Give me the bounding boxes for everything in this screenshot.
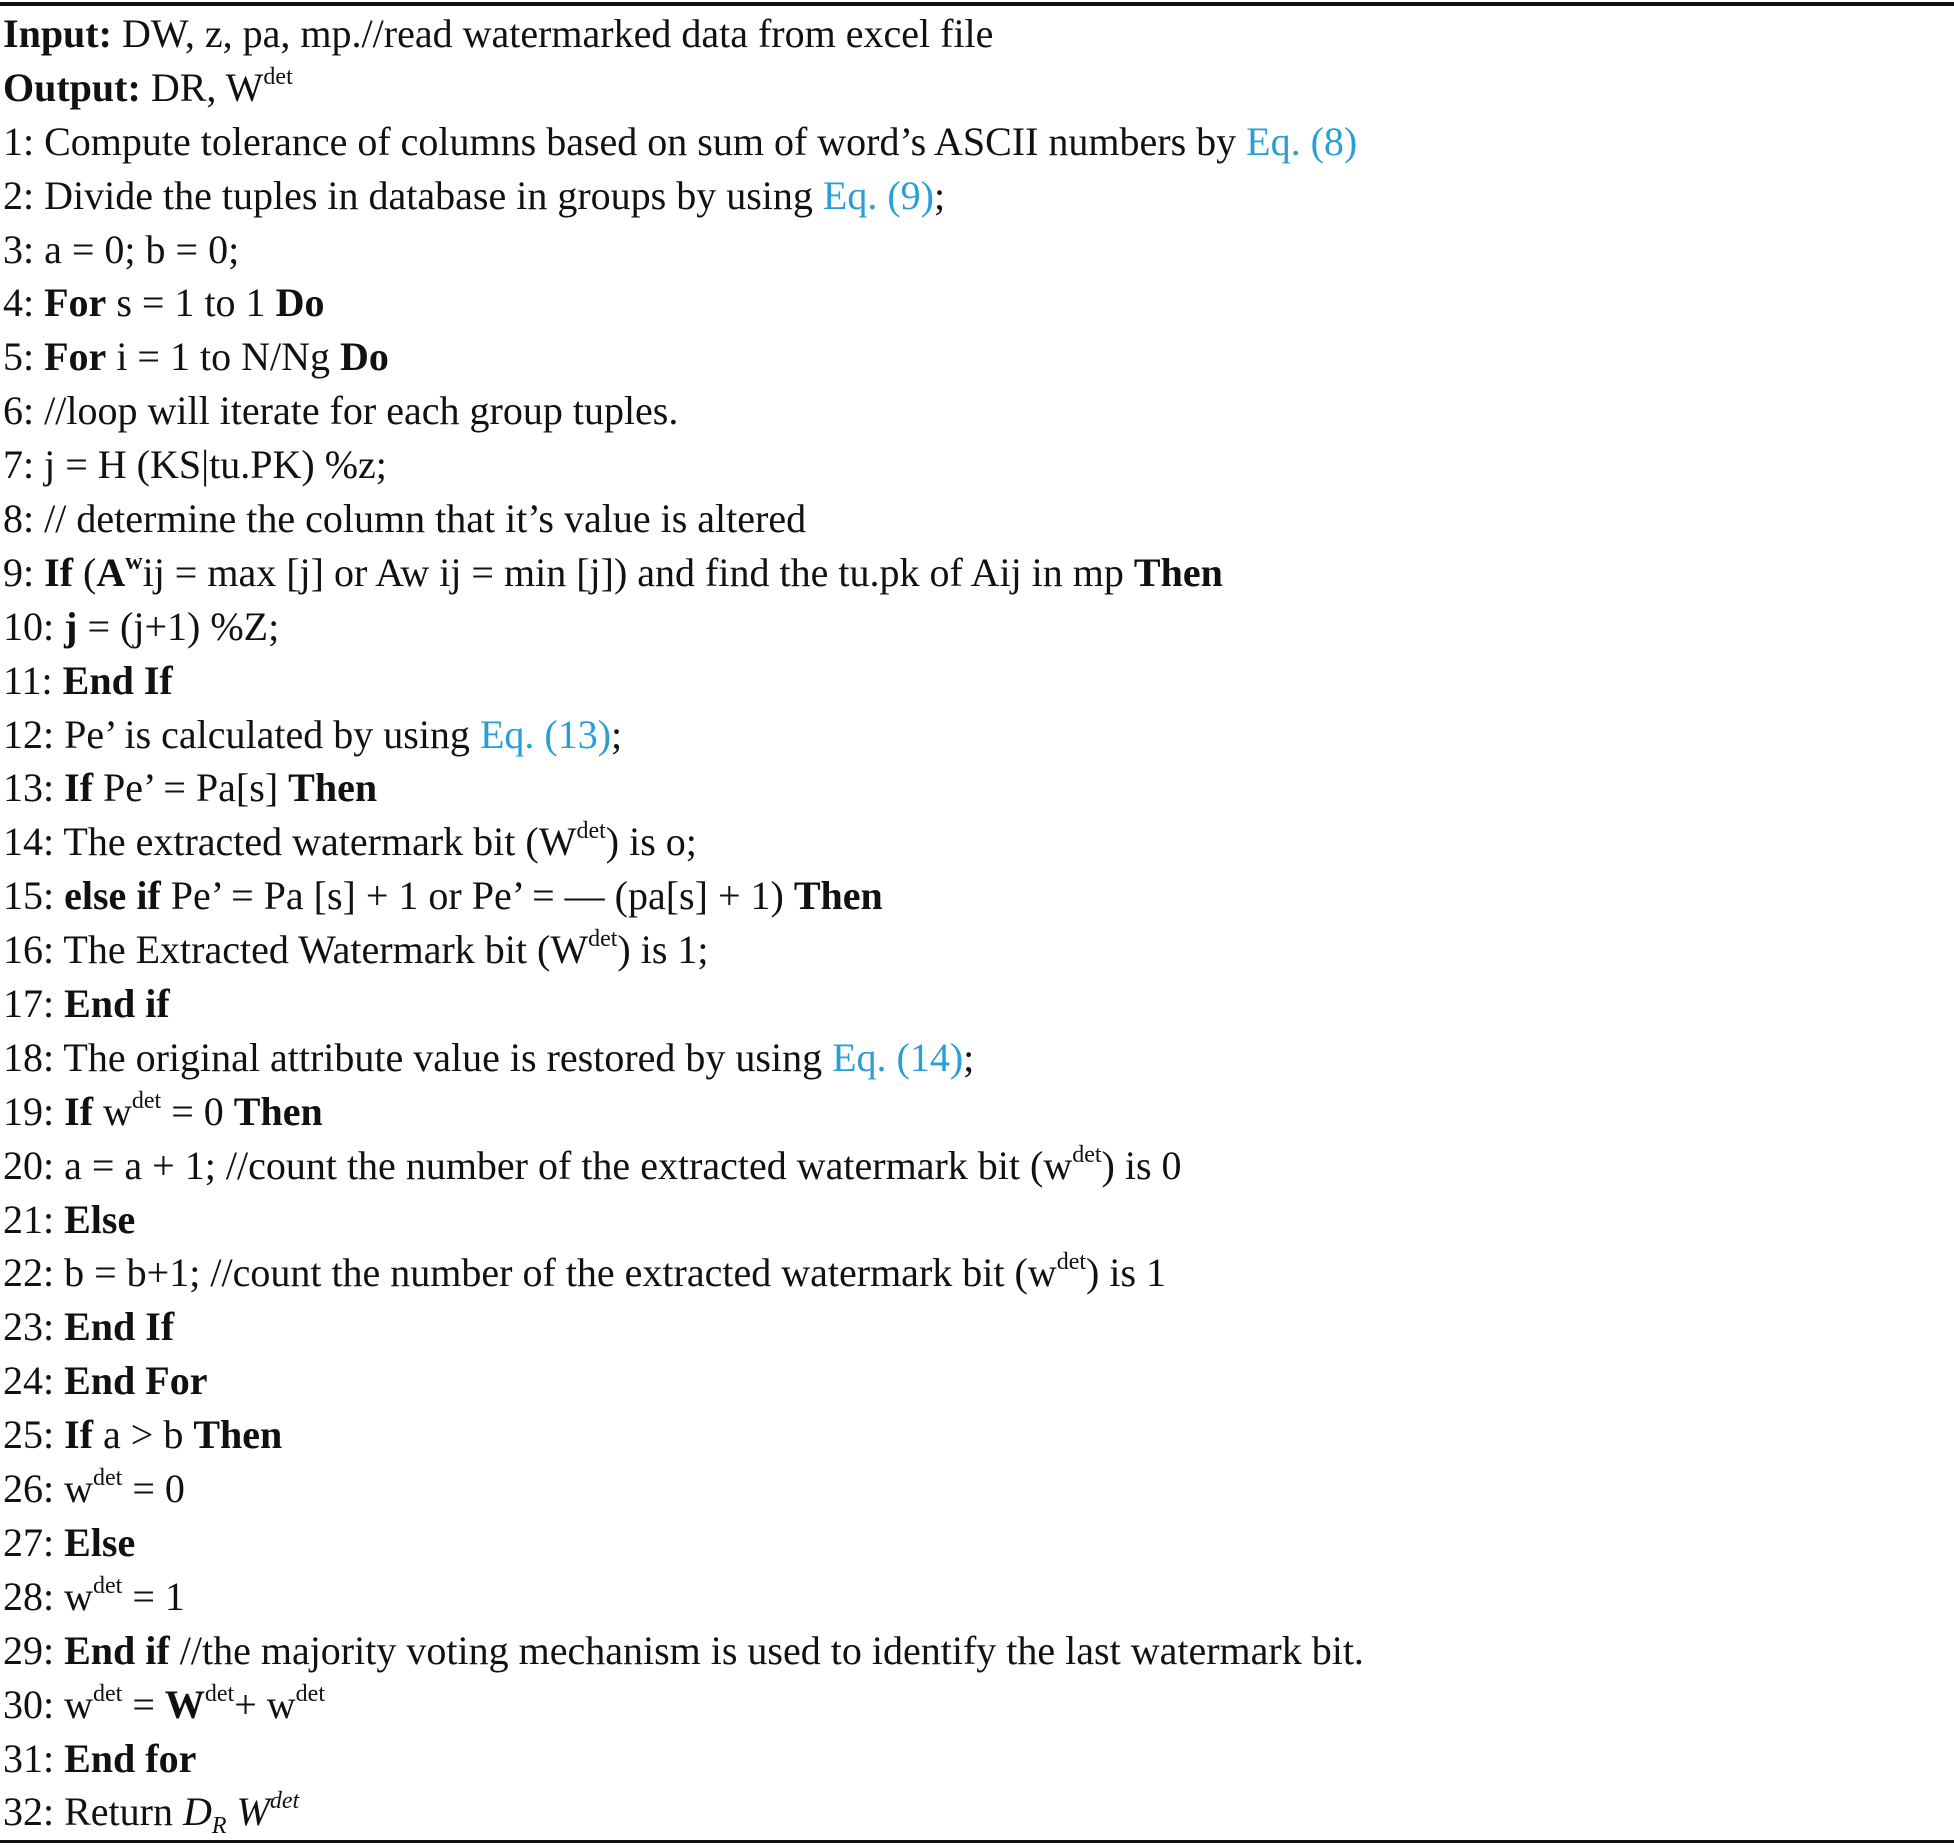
line-text: det bbox=[1072, 1141, 1102, 1168]
line-text: det bbox=[93, 1465, 123, 1492]
algorithm-line bbox=[3, 7, 1364, 61]
line-text: ; bbox=[611, 711, 623, 757]
line-text: 17: bbox=[3, 981, 65, 1027]
line-text: det bbox=[295, 1680, 325, 1707]
line-text: = 0 bbox=[161, 1088, 234, 1134]
line-text: 26: w bbox=[3, 1466, 93, 1512]
algorithm-line bbox=[3, 1300, 1364, 1354]
line-text: ) is 0 bbox=[1101, 1142, 1182, 1188]
line-text: s = 1 to 1 bbox=[106, 280, 276, 326]
keyword: Input: bbox=[3, 11, 112, 56]
algorithm-line bbox=[3, 1085, 1364, 1139]
line-text: 2: Divide the tuples in database in groups by using bbox=[3, 172, 823, 218]
line-text: 19: bbox=[3, 1088, 65, 1134]
line-text: ) is o; bbox=[605, 819, 697, 865]
line-text: 3: a = 0; b = 0; bbox=[3, 226, 240, 272]
algorithm-line bbox=[3, 923, 1364, 977]
keyword: Then bbox=[233, 1088, 323, 1134]
line-text: ij = max [j] or Aw ij = min [j]) and find the tu.pk of Aij in mp bbox=[142, 549, 1134, 595]
keyword: Then bbox=[288, 765, 378, 811]
algorithm-line bbox=[3, 1246, 1364, 1300]
line-text: 31: bbox=[3, 1735, 65, 1781]
line-text: W bbox=[226, 1789, 270, 1835]
keyword: else if bbox=[64, 873, 161, 919]
line-text: 16: The Extracted Watermark bit (W bbox=[3, 927, 589, 973]
keyword: Output: bbox=[3, 64, 141, 110]
line-text: ) is 1; bbox=[617, 927, 709, 973]
keyword: End If bbox=[64, 1304, 175, 1350]
algorithm-line bbox=[3, 276, 1364, 330]
line-text: 25: bbox=[3, 1412, 65, 1458]
line-text: = bbox=[122, 1681, 165, 1727]
line-text: 32: Return bbox=[3, 1789, 183, 1835]
line-text: DW, z, pa, mp.//read watermarked data from excel file bbox=[111, 11, 994, 56]
keyword: Then bbox=[193, 1412, 283, 1458]
line-text: det bbox=[576, 818, 606, 845]
line-text: 4: bbox=[3, 280, 45, 326]
line-text: 18: The original attribute value is restored by using bbox=[3, 1034, 833, 1080]
line-text: 9: bbox=[3, 549, 45, 595]
keyword: End for bbox=[64, 1735, 197, 1781]
line-text: 30: w bbox=[3, 1681, 93, 1727]
line-text: det bbox=[1056, 1249, 1087, 1276]
keyword: Do bbox=[275, 280, 325, 326]
line-text: 27: bbox=[3, 1519, 65, 1565]
line-text: R bbox=[211, 1813, 227, 1840]
line-text: ; bbox=[963, 1034, 975, 1080]
algorithm-line bbox=[3, 815, 1364, 869]
algorithm-line bbox=[3, 330, 1364, 384]
line-text: 14: The extracted watermark bit (W bbox=[3, 819, 577, 865]
keyword: For bbox=[44, 334, 107, 380]
algorithm-line bbox=[3, 546, 1364, 600]
keyword: Then bbox=[1133, 549, 1223, 595]
line-text: det bbox=[263, 63, 293, 90]
line-text: a > b bbox=[93, 1412, 194, 1458]
algorithm-line bbox=[3, 600, 1364, 654]
line-text: DR, W bbox=[140, 64, 264, 110]
line-text: Pe’ = Pa[s] bbox=[93, 765, 289, 811]
line-text: 7: j = H (KS|tu.PK) %z; bbox=[3, 442, 387, 488]
line-text: 13: bbox=[3, 765, 65, 811]
keyword: A bbox=[96, 549, 126, 595]
line-text: ) is 1 bbox=[1086, 1250, 1167, 1296]
algorithm-line bbox=[3, 169, 1364, 223]
algorithm-listing bbox=[3, 7, 1364, 1839]
keyword: W bbox=[164, 1681, 205, 1727]
line-text: //the majority voting mechanism is used to identify the last watermark bit. bbox=[169, 1627, 1364, 1673]
line-text: 5: bbox=[3, 334, 45, 380]
line-text: 23: bbox=[3, 1304, 65, 1350]
line-text: det bbox=[588, 926, 618, 953]
algorithm-line bbox=[3, 1732, 1364, 1786]
algorithm-line bbox=[3, 977, 1364, 1031]
equation-link[interactable]: Eq. (8) bbox=[1246, 118, 1358, 164]
algorithm-line bbox=[3, 1193, 1364, 1247]
keyword: Else bbox=[64, 1196, 136, 1242]
algorithm-line bbox=[3, 869, 1364, 923]
line-text: det bbox=[131, 1087, 162, 1114]
keyword: Do bbox=[339, 334, 389, 380]
line-text: 6: //loop will iterate for each group tuples. bbox=[3, 388, 679, 434]
line-text: 10: bbox=[3, 603, 65, 649]
keyword: j bbox=[64, 603, 78, 649]
keyword: End if bbox=[64, 1627, 170, 1673]
algorithm-line bbox=[3, 492, 1364, 546]
line-text: 28: w bbox=[3, 1573, 93, 1619]
line-text: 21: bbox=[3, 1196, 65, 1242]
keyword: End If bbox=[62, 657, 173, 703]
algorithm-line bbox=[3, 61, 1364, 115]
line-text: 29: bbox=[3, 1627, 65, 1673]
line-text: 24: bbox=[3, 1358, 65, 1404]
algorithm-line bbox=[3, 1408, 1364, 1462]
keyword: If bbox=[64, 765, 94, 811]
line-text: 8: // determine the column that it’s value is altered bbox=[3, 496, 807, 542]
equation-link[interactable]: Eq. (14) bbox=[832, 1034, 964, 1080]
line-text: + w bbox=[234, 1681, 296, 1727]
equation-link[interactable]: Eq. (9) bbox=[822, 172, 934, 218]
top-rule bbox=[0, 2, 1954, 6]
line-text: det bbox=[93, 1680, 123, 1707]
algorithm-line bbox=[3, 708, 1364, 762]
algorithm-line bbox=[3, 1516, 1364, 1570]
algorithm-line bbox=[3, 1785, 1364, 1839]
keyword: End if bbox=[64, 981, 170, 1027]
equation-link[interactable]: Eq. (13) bbox=[479, 711, 612, 757]
line-text: 11: bbox=[3, 657, 63, 703]
algorithm-line bbox=[3, 223, 1364, 277]
algorithm-line bbox=[3, 384, 1364, 438]
line-text: det bbox=[204, 1680, 235, 1707]
line-text: 12: Pe’ is calculated by using bbox=[3, 711, 480, 757]
line-text: 1: Compute tolerance of columns based on sum of word’s ASCII numbers by bbox=[3, 118, 1247, 164]
line-text: i = 1 to N/Ng bbox=[106, 334, 340, 380]
algorithm-line bbox=[3, 1462, 1364, 1516]
algorithm-line bbox=[3, 761, 1364, 815]
line-text: Pe’ = Pa [s] + 1 or Pe’ = — (pa[s] + 1) bbox=[160, 873, 794, 919]
line-text: 15: bbox=[3, 873, 65, 919]
algorithm-line bbox=[3, 1570, 1364, 1624]
line-text: w bbox=[93, 1088, 132, 1134]
line-text: = 1 bbox=[122, 1573, 185, 1619]
algorithm-line bbox=[3, 115, 1364, 169]
line-text: det bbox=[93, 1572, 123, 1599]
algorithm-line bbox=[3, 1354, 1364, 1408]
keyword: Else bbox=[64, 1519, 136, 1565]
keyword: If bbox=[64, 1088, 94, 1134]
line-text: 20: a = a + 1; //count the number of the extracted watermark bit (w bbox=[3, 1142, 1073, 1188]
keyword: If bbox=[44, 549, 74, 595]
bottom-rule bbox=[0, 1840, 1954, 1843]
line-text: = 0 bbox=[122, 1466, 185, 1512]
line-text: ( bbox=[73, 549, 97, 595]
line-text: det bbox=[269, 1788, 300, 1815]
keyword: If bbox=[64, 1412, 94, 1458]
algorithm-line bbox=[3, 1031, 1364, 1085]
algorithm-line bbox=[3, 438, 1364, 492]
line-text: w bbox=[125, 548, 143, 575]
keyword: For bbox=[44, 280, 107, 326]
keyword: End For bbox=[64, 1358, 208, 1404]
line-text: D bbox=[182, 1789, 212, 1835]
algorithm-line bbox=[3, 1624, 1364, 1678]
line-text: = (j+1) %Z; bbox=[77, 603, 280, 649]
algorithm-line bbox=[3, 1678, 1364, 1732]
algorithm-line bbox=[3, 654, 1364, 708]
line-text: ; bbox=[933, 172, 946, 218]
keyword: Then bbox=[793, 873, 883, 919]
algorithm-line bbox=[3, 1139, 1364, 1193]
line-text: 22: b = b+1; //count the number of the extracted watermark bit (w bbox=[3, 1250, 1057, 1296]
